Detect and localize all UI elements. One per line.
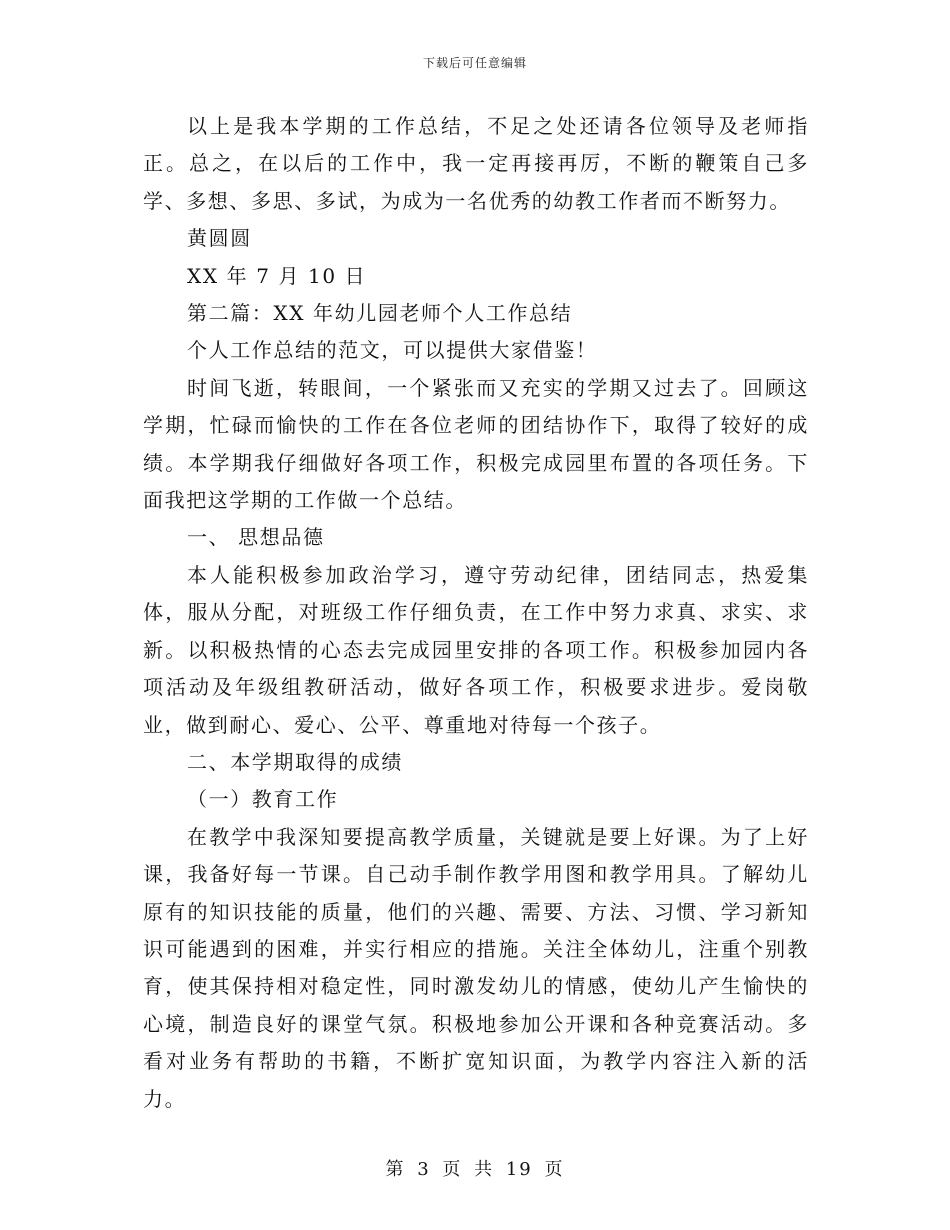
- document-body: [143, 108, 809, 1118]
- summary-paragraph: 时间飞逝，转眼间，一个紧张而又充实的学期又过去了。回顾这学期，忙碌而愉快的工作在各位老师的团结协作下，取得了较好的成绩。本学期我仔细做好各项工作，积极完成园里布置的各项任务。下面我把这学期的工作做一个总结。: [143, 375, 809, 513]
- ideology-paragraph: 本人能积极参加政治学习，遵守劳动纪律，团结同志，热爱集体，服从分配，对班级工作仔细负责，在工作中努力求真、求实、求新。以积极热情的心态去完成园里安排的各项工作。积极参加园内各项活动及年级组教研活动，做好各项工作，积极要求进步。爱岗敬业，做到耐心、爱心、公平、尊重地对待每一个孩子。: [143, 562, 809, 737]
- heading-ideology: 一、 思想品德: [187, 525, 325, 550]
- author-name: 黄圆圆: [187, 226, 252, 251]
- subheading-education: （一）教育工作: [187, 787, 339, 812]
- date-line: XX 年 7 月 10 日: [187, 263, 367, 288]
- closing-paragraph: 以上是我本学期的工作总结，不足之处还请各位领导及老师指正。总之，在以后的工作中，我一定再接再厉，不断的鞭策自己多学、多想、多思、多试，为成为一名优秀的幼教工作者而不断努力。: [143, 114, 809, 213]
- section-title: 第二篇：XX 年幼儿园老师个人工作总结: [187, 301, 573, 326]
- heading-achievements: 二、本学期取得的成绩: [187, 749, 403, 774]
- intro-line: 个人工作总结的范文，可以提供大家借鉴！: [187, 338, 598, 363]
- education-paragraph: 在教学中我深知要提高教学质量，关键就是要上好课。为了上好课，我备好每一节课。自己动手制作教学用图和教学用具。了解幼儿原有的知识技能的质量，他们的兴趣、需要、方法、习惯、学习新知识可能遇到的困难，并实行相应的措施。关注全体幼儿，注重个别教育，使其保持相对稳定性，同时激发幼儿的情感，使幼儿产生愉快的心境，制造良好的课堂气氛。积极地参加公开课和各种竞赛活动。多看对业务有帮助的书籍，不断扩宽知识面，为教学内容注入新的活力。: [143, 824, 809, 1111]
- page-number: 第 3 页 共 19 页: [385, 1159, 565, 1180]
- page-header: 下载后可任意编辑: [422, 56, 527, 70]
